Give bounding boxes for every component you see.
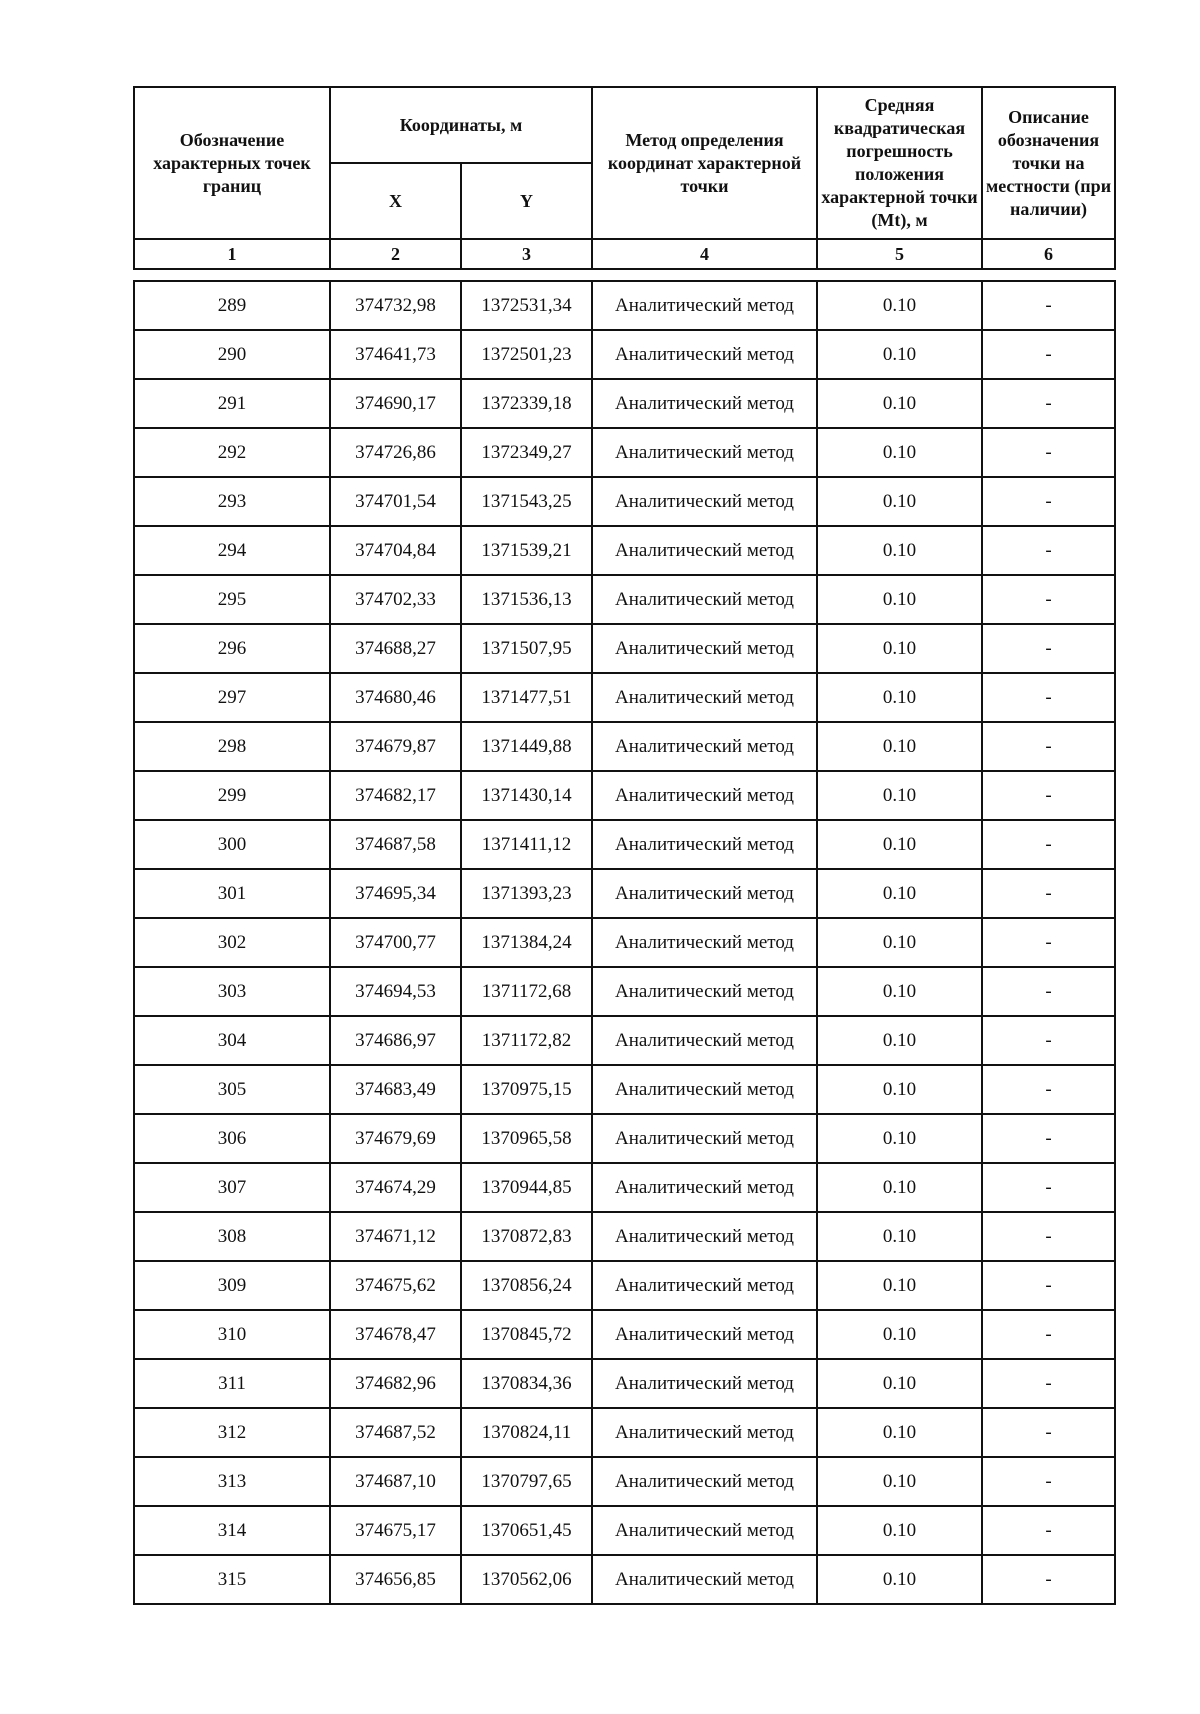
- mean-error-cell: 0.10: [817, 1016, 982, 1065]
- method-cell: Аналитический метод: [592, 1555, 817, 1604]
- x-coordinate-cell: 374726,86: [330, 428, 461, 477]
- y-coordinate-cell: 1371172,68: [461, 967, 592, 1016]
- point-number-cell: 298: [134, 722, 330, 771]
- point-number-cell: 301: [134, 869, 330, 918]
- x-coordinate-cell: 374678,47: [330, 1310, 461, 1359]
- table-row: [134, 869, 1115, 918]
- description-cell: -: [982, 673, 1115, 722]
- table-row: [134, 526, 1115, 575]
- description-cell: -: [982, 820, 1115, 869]
- y-coordinate-cell: 1372501,23: [461, 330, 592, 379]
- description-cell: -: [982, 624, 1115, 673]
- y-coordinate-cell: 1370651,45: [461, 1506, 592, 1555]
- mean-error-cell: 0.10: [817, 1065, 982, 1114]
- point-number-cell: 306: [134, 1114, 330, 1163]
- mean-error-cell: 0.10: [817, 820, 982, 869]
- y-coordinate-cell: 1371539,21: [461, 526, 592, 575]
- method-cell: Аналитический метод: [592, 673, 817, 722]
- point-number-cell: 310: [134, 1310, 330, 1359]
- mean-error-cell: 0.10: [817, 1163, 982, 1212]
- point-number-cell: 305: [134, 1065, 330, 1114]
- column-number: 5: [817, 239, 982, 269]
- mean-error-cell: 0.10: [817, 624, 982, 673]
- method-cell: Аналитический метод: [592, 722, 817, 771]
- point-number-cell: 302: [134, 918, 330, 967]
- method-cell: Аналитический метод: [592, 526, 817, 575]
- x-coordinate-cell: 374680,46: [330, 673, 461, 722]
- point-number-cell: 293: [134, 477, 330, 526]
- y-coordinate-cell: 1371393,23: [461, 869, 592, 918]
- table-row: [134, 1408, 1115, 1457]
- mean-error-cell: 0.10: [817, 330, 982, 379]
- x-coordinate-cell: 374674,29: [330, 1163, 461, 1212]
- description-cell: -: [982, 379, 1115, 428]
- y-coordinate-cell: 1370797,65: [461, 1457, 592, 1506]
- description-cell: -: [982, 281, 1115, 330]
- method-cell: Аналитический метод: [592, 428, 817, 477]
- description-cell: -: [982, 330, 1115, 379]
- point-number-cell: 307: [134, 1163, 330, 1212]
- y-coordinate-cell: 1370965,58: [461, 1114, 592, 1163]
- x-coordinate-cell: 374641,73: [330, 330, 461, 379]
- x-coordinate-cell: 374687,58: [330, 820, 461, 869]
- point-number-cell: 303: [134, 967, 330, 1016]
- x-coordinate-cell: 374702,33: [330, 575, 461, 624]
- mean-error-cell: 0.10: [817, 477, 982, 526]
- point-number-cell: 292: [134, 428, 330, 477]
- description-cell: -: [982, 1261, 1115, 1310]
- method-cell: Аналитический метод: [592, 624, 817, 673]
- y-coordinate-cell: 1370856,24: [461, 1261, 592, 1310]
- description-cell: -: [982, 428, 1115, 477]
- mean-error-cell: 0.10: [817, 1555, 982, 1604]
- table-row: [134, 1065, 1115, 1114]
- table-row: [134, 1506, 1115, 1555]
- x-coordinate-cell: 374687,52: [330, 1408, 461, 1457]
- table-row: [134, 428, 1115, 477]
- column-number: 4: [592, 239, 817, 269]
- y-coordinate-cell: 1371543,25: [461, 477, 592, 526]
- header-mean-error: Средняя квадратическая погрешность положения характерной точки (Mt), м: [817, 87, 982, 239]
- table-row: [134, 281, 1115, 330]
- description-cell: -: [982, 526, 1115, 575]
- mean-error-cell: 0.10: [817, 1457, 982, 1506]
- table-row: [134, 967, 1115, 1016]
- column-number: 3: [461, 239, 592, 269]
- method-cell: Аналитический метод: [592, 575, 817, 624]
- x-coordinate-cell: 374695,34: [330, 869, 461, 918]
- mean-error-cell: 0.10: [817, 1408, 982, 1457]
- table-row: [134, 1212, 1115, 1261]
- x-coordinate-cell: 374700,77: [330, 918, 461, 967]
- y-coordinate-cell: 1370845,72: [461, 1310, 592, 1359]
- mean-error-cell: 0.10: [817, 771, 982, 820]
- point-number-cell: 299: [134, 771, 330, 820]
- table-row: [134, 1114, 1115, 1163]
- table-row: [134, 330, 1115, 379]
- mean-error-cell: 0.10: [817, 575, 982, 624]
- y-coordinate-cell: 1371536,13: [461, 575, 592, 624]
- mean-error-cell: 0.10: [817, 1359, 982, 1408]
- y-coordinate-cell: 1371430,14: [461, 771, 592, 820]
- method-cell: Аналитический метод: [592, 1065, 817, 1114]
- mean-error-cell: 0.10: [817, 379, 982, 428]
- y-coordinate-cell: 1370562,06: [461, 1555, 592, 1604]
- table-row: [134, 771, 1115, 820]
- table-row: [134, 1555, 1115, 1604]
- mean-error-cell: 0.10: [817, 1212, 982, 1261]
- coordinates-table-body: [133, 280, 1116, 1605]
- description-cell: -: [982, 1212, 1115, 1261]
- table-row: [134, 624, 1115, 673]
- method-cell: Аналитический метод: [592, 1016, 817, 1065]
- method-cell: Аналитический метод: [592, 330, 817, 379]
- y-coordinate-cell: 1372349,27: [461, 428, 592, 477]
- x-coordinate-cell: 374690,17: [330, 379, 461, 428]
- point-number-cell: 294: [134, 526, 330, 575]
- x-coordinate-cell: 374686,97: [330, 1016, 461, 1065]
- x-coordinate-cell: 374687,10: [330, 1457, 461, 1506]
- header-x: X: [330, 163, 461, 239]
- point-number-cell: 314: [134, 1506, 330, 1555]
- y-coordinate-cell: 1370824,11: [461, 1408, 592, 1457]
- point-number-cell: 291: [134, 379, 330, 428]
- header-description: Описание обозначения точки на местности (при наличии): [982, 87, 1115, 239]
- point-number-cell: 311: [134, 1359, 330, 1408]
- y-coordinate-cell: 1372531,34: [461, 281, 592, 330]
- method-cell: Аналитический метод: [592, 869, 817, 918]
- table-row: [134, 1359, 1115, 1408]
- table-row: [134, 1163, 1115, 1212]
- method-cell: Аналитический метод: [592, 1114, 817, 1163]
- point-number-cell: 296: [134, 624, 330, 673]
- table-row: [134, 673, 1115, 722]
- mean-error-cell: 0.10: [817, 918, 982, 967]
- x-coordinate-cell: 374694,53: [330, 967, 461, 1016]
- x-coordinate-cell: 374671,12: [330, 1212, 461, 1261]
- description-cell: -: [982, 967, 1115, 1016]
- point-number-cell: 309: [134, 1261, 330, 1310]
- x-coordinate-cell: 374679,69: [330, 1114, 461, 1163]
- x-coordinate-cell: 374679,87: [330, 722, 461, 771]
- point-number-cell: 295: [134, 575, 330, 624]
- method-cell: Аналитический метод: [592, 379, 817, 428]
- description-cell: -: [982, 477, 1115, 526]
- table-row: [134, 820, 1115, 869]
- column-number: 1: [134, 239, 330, 269]
- description-cell: -: [982, 1163, 1115, 1212]
- x-coordinate-cell: 374704,84: [330, 526, 461, 575]
- point-number-cell: 290: [134, 330, 330, 379]
- description-cell: -: [982, 771, 1115, 820]
- point-number-cell: 315: [134, 1555, 330, 1604]
- coordinates-table-header: [133, 86, 1116, 270]
- table-row: [134, 1457, 1115, 1506]
- point-number-cell: 297: [134, 673, 330, 722]
- method-cell: Аналитический метод: [592, 1261, 817, 1310]
- method-cell: Аналитический метод: [592, 1163, 817, 1212]
- description-cell: -: [982, 722, 1115, 771]
- description-cell: -: [982, 1457, 1115, 1506]
- table-row: [134, 575, 1115, 624]
- header-point-designation: Обозначение характерных точек границ: [134, 87, 330, 239]
- method-cell: Аналитический метод: [592, 1310, 817, 1359]
- mean-error-cell: 0.10: [817, 1506, 982, 1555]
- y-coordinate-cell: 1371384,24: [461, 918, 592, 967]
- table-row: [134, 477, 1115, 526]
- description-cell: -: [982, 1016, 1115, 1065]
- x-coordinate-cell: 374701,54: [330, 477, 461, 526]
- method-cell: Аналитический метод: [592, 771, 817, 820]
- method-cell: Аналитический метод: [592, 281, 817, 330]
- y-coordinate-cell: 1370975,15: [461, 1065, 592, 1114]
- table-row: [134, 1310, 1115, 1359]
- mean-error-cell: 0.10: [817, 281, 982, 330]
- point-number-cell: 300: [134, 820, 330, 869]
- x-coordinate-cell: 374675,62: [330, 1261, 461, 1310]
- mean-error-cell: 0.10: [817, 1261, 982, 1310]
- description-cell: -: [982, 1065, 1115, 1114]
- mean-error-cell: 0.10: [817, 673, 982, 722]
- mean-error-cell: 0.10: [817, 526, 982, 575]
- description-cell: -: [982, 918, 1115, 967]
- column-number: 6: [982, 239, 1115, 269]
- point-number-cell: 289: [134, 281, 330, 330]
- point-number-cell: 313: [134, 1457, 330, 1506]
- method-cell: Аналитический метод: [592, 1212, 817, 1261]
- description-cell: -: [982, 1506, 1115, 1555]
- method-cell: Аналитический метод: [592, 1457, 817, 1506]
- description-cell: -: [982, 1114, 1115, 1163]
- column-number: 2: [330, 239, 461, 269]
- mean-error-cell: 0.10: [817, 1114, 982, 1163]
- method-cell: Аналитический метод: [592, 1408, 817, 1457]
- y-coordinate-cell: 1370872,83: [461, 1212, 592, 1261]
- header-coordinates: Координаты, м: [330, 87, 592, 163]
- x-coordinate-cell: 374682,17: [330, 771, 461, 820]
- table-row: [134, 918, 1115, 967]
- y-coordinate-cell: 1371411,12: [461, 820, 592, 869]
- table-row: [134, 1261, 1115, 1310]
- method-cell: Аналитический метод: [592, 1506, 817, 1555]
- y-coordinate-cell: 1370834,36: [461, 1359, 592, 1408]
- mean-error-cell: 0.10: [817, 967, 982, 1016]
- x-coordinate-cell: 374732,98: [330, 281, 461, 330]
- y-coordinate-cell: 1370944,85: [461, 1163, 592, 1212]
- table-rows: [134, 281, 1115, 1604]
- method-cell: Аналитический метод: [592, 1359, 817, 1408]
- column-numbers-row: [134, 239, 1115, 269]
- description-cell: -: [982, 1555, 1115, 1604]
- table-row: [134, 1016, 1115, 1065]
- x-coordinate-cell: 374656,85: [330, 1555, 461, 1604]
- method-cell: Аналитический метод: [592, 477, 817, 526]
- x-coordinate-cell: 374675,17: [330, 1506, 461, 1555]
- y-coordinate-cell: 1372339,18: [461, 379, 592, 428]
- header-method: Метод определения координат характерной точки: [592, 87, 817, 239]
- x-coordinate-cell: 374683,49: [330, 1065, 461, 1114]
- table-row: [134, 722, 1115, 771]
- description-cell: -: [982, 1408, 1115, 1457]
- method-cell: Аналитический метод: [592, 967, 817, 1016]
- point-number-cell: 308: [134, 1212, 330, 1261]
- mean-error-cell: 0.10: [817, 1310, 982, 1359]
- method-cell: Аналитический метод: [592, 820, 817, 869]
- header-y: Y: [461, 163, 592, 239]
- x-coordinate-cell: 374682,96: [330, 1359, 461, 1408]
- mean-error-cell: 0.10: [817, 722, 982, 771]
- description-cell: -: [982, 575, 1115, 624]
- y-coordinate-cell: 1371449,88: [461, 722, 592, 771]
- point-number-cell: 312: [134, 1408, 330, 1457]
- mean-error-cell: 0.10: [817, 428, 982, 477]
- y-coordinate-cell: 1371172,82: [461, 1016, 592, 1065]
- y-coordinate-cell: 1371477,51: [461, 673, 592, 722]
- y-coordinate-cell: 1371507,95: [461, 624, 592, 673]
- mean-error-cell: 0.10: [817, 869, 982, 918]
- description-cell: -: [982, 1359, 1115, 1408]
- point-number-cell: 304: [134, 1016, 330, 1065]
- description-cell: -: [982, 869, 1115, 918]
- description-cell: -: [982, 1310, 1115, 1359]
- method-cell: Аналитический метод: [592, 918, 817, 967]
- x-coordinate-cell: 374688,27: [330, 624, 461, 673]
- table-row: [134, 379, 1115, 428]
